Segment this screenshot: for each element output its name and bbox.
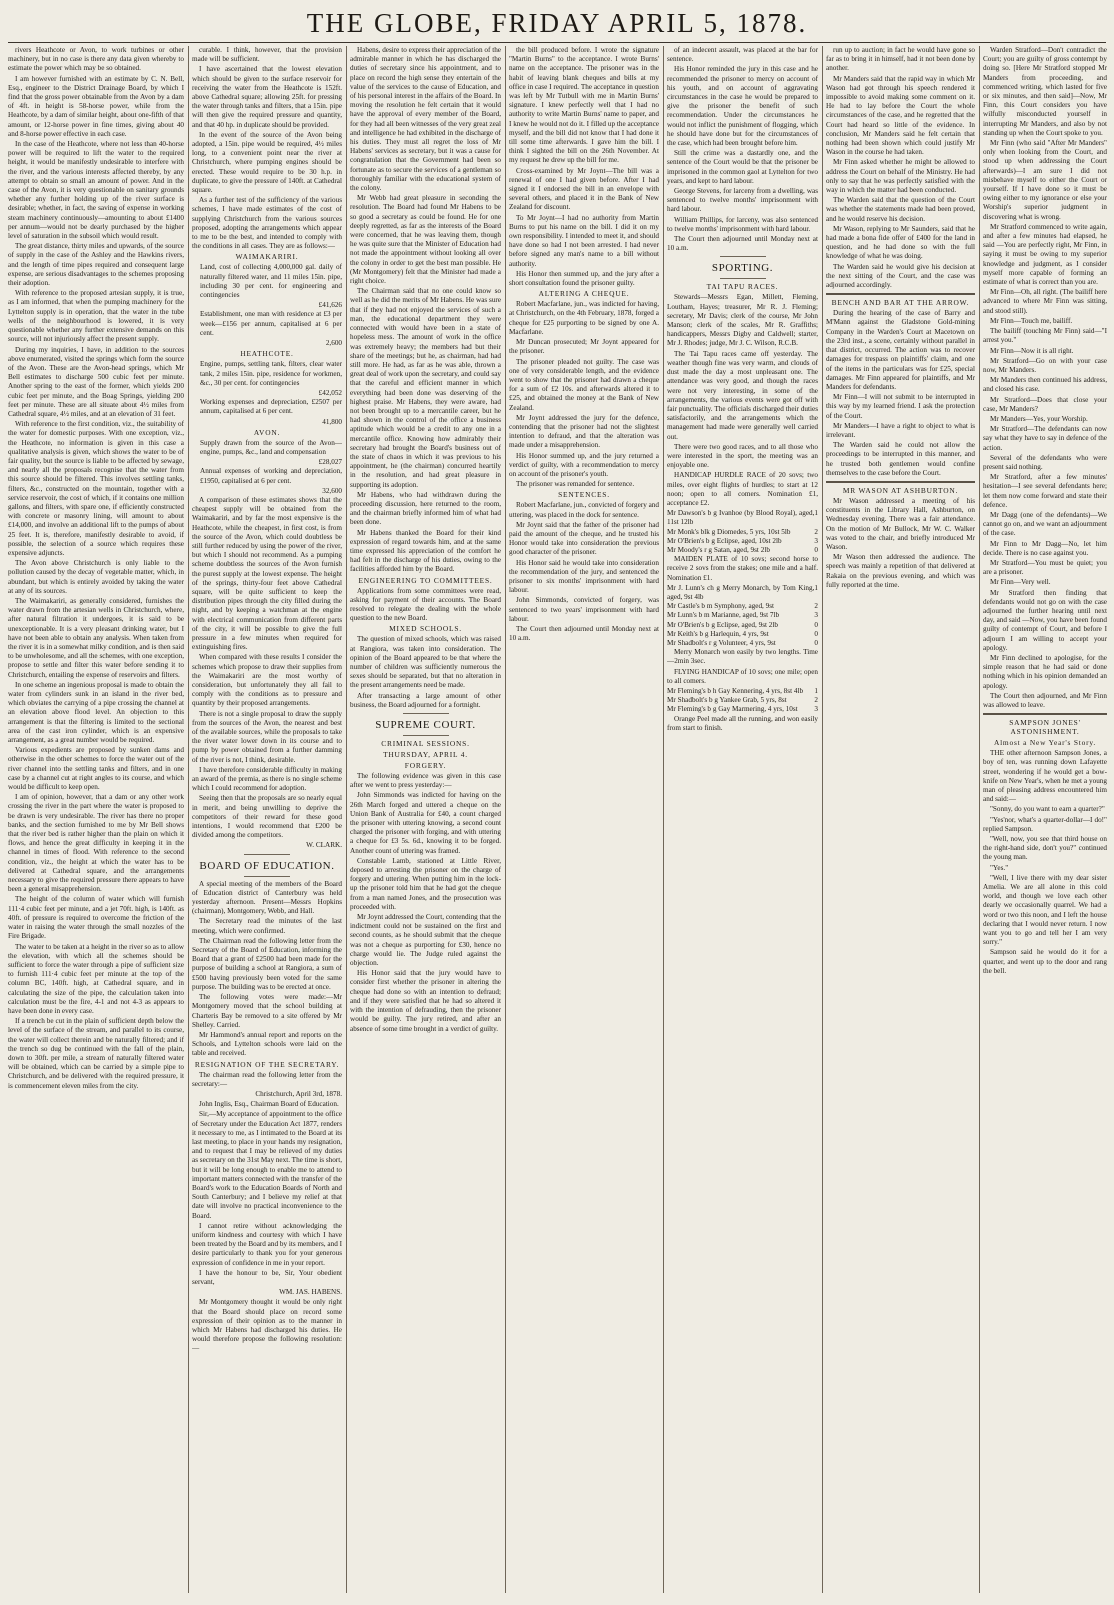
- paragraph: Mr Finn declined to apologise, for the simple reason that he had said or done nothing which in his opinion demanded an apology.: [983, 654, 1107, 690]
- paragraph: In one scheme an ingenious proposal is made to obtain the water from cylinders sunk in an island in the river bed, which obviates the carrying of a pipe crossing the channel at an elevation above flood level. An objection to this arrangement is that the filtering is limited to the sectional area of the cast iron cylinder, which is an expensive arrangement, as a great number would be required.: [8, 680, 184, 745]
- section-heading: SAMPSON JONES' ASTONISHMENT.: [1009, 718, 1081, 737]
- paragraph: "Yes'nor, what's a quarter-dollar—I do!" replied Sampson.: [983, 815, 1107, 833]
- paragraph: To Mr Joynt—I had no authority from Martin Burns to put his name on the bill. I did it on my own responsibility. I intended to meet it, and should have done so had I not been arrested. I had never before signed any man's name to a bill without authority.: [509, 213, 659, 268]
- paragraph: After transacting a large amount of other business, the Board adjourned for a fortnight.: [350, 691, 501, 709]
- paragraph: Orange Peel made all the running, and won easily from start to finish.: [667, 714, 818, 732]
- race-entry: [667, 584, 818, 602]
- subheading: SENTENCES.: [558, 490, 610, 500]
- paragraph: There is not a single proposal to draw the supply from the sources of the Avon, the nearest and best of the available sources, while the proposals to take the river water lower down in its course and to pump by power obtained from a further damming of the river is not, I think, desirable.: [192, 709, 342, 764]
- paragraph: His Honor said that the jury would have to consider first whether the prisoner in altering the cheque had done so with an intention to defraud; and if they were satisfied that he had so altered it with the intention of defrauding, then the prisoner would be guilty. The jury retired, and after an absence of some time brought in a verdict of guilty.: [350, 969, 501, 1033]
- paragraph: The Court then adjourned, and Mr Finn was allowed to leave.: [983, 691, 1107, 710]
- horse: Mr O'Brien's b g Eclipse, aged, 9st 2lb: [667, 620, 778, 629]
- column-divider: [663, 46, 664, 1593]
- paragraph: Mr Finn—I will not submit to be interrupted in this way by my learned friend. I ask the protection of the Court.: [826, 393, 975, 420]
- placing: 1: [814, 583, 818, 592]
- column-divider: [822, 46, 823, 1593]
- paragraph: Merry Monarch won easily by two lengths. Time—2min 3sec.: [667, 648, 818, 666]
- race-event: HANDICAP HURDLE RACE of 20 sovs; two miles, over eight flights of hurdles; to start at 12 noon; open to all comers. Nomination £1, acceptance £2.: [667, 471, 818, 507]
- paragraph: I cannot retire without acknowledging the uniform kindness and courtesy with which I have been treated by the Board and by its members, and I desire particularly to thank you for your generous expression of confidence in me in your report.: [192, 1221, 342, 1267]
- paragraph: curable. I think, however, that the provision made will be sufficient.: [192, 46, 342, 64]
- paragraph: His Honor reminded the jury in this case and he recommended the prisoner to mercy on account of his youth, and on account of aggravating circumstances in the case he would be prepared to give the prisoner the benefit of such recommendation. Under the circumstances he would not inflict the punishment of flogging, which he should have done but for the circumstances of the case, which had been brought before him.: [667, 65, 818, 148]
- race-entry: [667, 696, 818, 705]
- paragraph: Mr Stratford commenced to write again, and after a few minutes had elapsed, he said —You are perfectly right, Mr Finn, in saying it must be owing to my superior knowledge and judgment, as I consider myself more capable of forming an estimate of what is correct than you are.: [983, 222, 1107, 287]
- paragraph: Sampson said he would do it for a quarter, and went up to the door and rang the bell.: [983, 948, 1107, 975]
- column-divider: [505, 46, 506, 1593]
- placing: 0: [814, 620, 818, 629]
- paragraph: John Simmonds, convicted of forgery, was sentenced to two years' imprisonment with hard labour.: [509, 596, 659, 623]
- paragraph: Mr Finn—Oh, all right. (The bailiff here advanced to where Mr Finn was sitting, and stood still).: [983, 288, 1107, 315]
- estimate-amount-row: [192, 301, 342, 310]
- paragraph: Still the crime was a dastardly one, and the sentence of the Court would be that the prisoner be imprisoned in the common gaol at Lyttelton for two years, and kept to hard labour.: [667, 149, 818, 185]
- paragraph: The Avon above Christchurch is only liable to the pollution caused by the decay of vegetable matter, which, in abundant, but which is entirely avoided by taking the water at any of its sources.: [8, 559, 184, 595]
- estimate-amount-row: [192, 418, 342, 427]
- paragraph: Mr Finn asked whether he might be allowed to address the Court on behalf of the Ministry. He had only to say that he was perfectly satisfied with the way in which the matter had been conducted.: [826, 158, 975, 195]
- column-divider: [188, 46, 189, 1593]
- race-entry: [667, 509, 818, 527]
- paragraph: I have therefore considerable difficulty in making an award of the premia, as there is no single scheme which I could recommend for adoption.: [192, 765, 342, 793]
- horse: Mr Lunn's b m Marianne, aged, 9st 7lb: [667, 611, 780, 620]
- section-rule: [244, 854, 290, 855]
- column-divider: [346, 46, 347, 1593]
- paragraph: Cross-examined by Mr Joynt—The bill was a renewal of one I had given before. After I had signed it I endorsed the bill in an envelope with several others, and placed it in the Bank of New Zealand for discount.: [509, 166, 659, 212]
- horse: Mr O'Brien's b g Eclipse, aged, 10st 2lb: [667, 536, 782, 545]
- placing: 3: [814, 611, 818, 620]
- subheading: THURSDAY, APRIL 4.: [383, 750, 468, 760]
- horse: Mr Monk's blk g Diomedes, 5 yrs, 10st 5lb: [667, 527, 791, 536]
- section-rule: [720, 256, 766, 257]
- horse: Mr Moody's r g Satan, aged, 9st 2lb: [667, 545, 770, 554]
- paragraph: The Tai Tapu races came off yesterday. The weather though fine was very warm, and clouds of dust made the day a most unpleasant one. The attendance was very good, and though the races were not very interesting, in some of the arrangements, the various events were got off with fair punctuality. The officials discharged their duties satisfactorily, and the arrangements which the management had made were generally well carried out.: [667, 349, 818, 441]
- paragraph: Stewards—Messrs Egan, Millett, Fleming, Loutham, Hayes; treasurer, Mr R. J. Fleming; secretary, Mr Davis; clerk of the course, Mr John Manson; clerk of the scales, Mr R. Graffiths; handicappers, Messrs Digby and Caldwell; starter, Mr J. Rhodes; judge, Mr J. C. Wilson, R.C.B.: [667, 293, 818, 348]
- paragraph: George Stevens, for larceny from a dwelling, was sentenced to twelve months' imprisonment with hard labour.: [667, 187, 818, 214]
- paragraph: Mr Joynt addressed the Court, contending that the indictment could not be sustained on the first and second counts, as he should submit that the cheque was not a cheque as purporting for £30, hence no charge would lie. The Judge ruled against the objection.: [350, 913, 501, 968]
- race-entry: [667, 528, 818, 537]
- paragraph: I am however furnished with an estimate by C. N. Bell, Esq., engineer to the District Drainage Board, by which I find that the gross power obtainable from the Avon by a dam of 4ft. in height is 58-horse power, while from the Heathcote, by a dam of similar height, about one-fifth of that amount, or 12-horse power in fine times, giving about 40 and 8-horse power effective in each case.: [8, 74, 184, 138]
- race-entry: [667, 537, 818, 546]
- masthead: THE GLOBE, FRIDAY APRIL 5, 1878.: [306, 8, 808, 38]
- paragraph: The Warden said that the question of the Court was whether the statements made had been proved, and he would reserve his decision.: [826, 196, 975, 223]
- paragraph: Warden Stratford—Don't contradict the Court; you are guilty of gross contempt by doing so. [Here Mr Stratford stopped Mr Manders from proceeding, and commenced writing, which lasted for five or six minutes, and then said]—Now, Mr Finn, this Court considers you have wilfully misconducted yourself in interrupting Mr Manders, and also by not standing up when the Court spoke to you.: [983, 46, 1107, 137]
- paragraph: His Honor said he would take into consideration the recommendation of the jury, and sentenced the prisoner to six months' imprisonment with hard labour.: [509, 558, 659, 595]
- paragraph: Habens, desire to express their appreciation of the admirable manner in which he has discharged the duties of secretary since his appointment, and to place on record the high sense they entertain of the value of the services to the cause of Education, and of his personal interest in the affairs of the Board. In moving the resolution he felt certain that it would have the approval of every member of the Board, for they had all been witnesses of the very great zeal and intelligence he had exhibited in the discharge of his duties. They must all regret the loss of Mr Habens' services as secretary, but it was a cause for congratulation that the Government had been so fortunate as to secure the services of a gentleman so thoroughly familiar with the educational system of the colony.: [350, 46, 501, 193]
- paragraph: The Chairman said that no one could know so well as he did the merits of Mr Habens. He was sure that if they had not enjoyed the services of such a man, the educational department they were connected with would have been in a state of hopeless mess. The amount of work in the office was extremely heavy; the members had but their share of the meetings; but he, as chairman, had had still more. He had, as far as he was able, thrown a great deal of work upon the secretary, and could say that the careful and efficient manner in which everything had been done was deserving of the highest praise. Mr Habens, they were aware, had not been brought up to a mercantile career, but he had shown in the control of the office a business aptitude which would be a credit to any one in a mercantile office. Knowing how admirably their secretary had brought the Board's business out of the state of chaos in which it was previous to his appointment, he (the chairman) concurred heartily in the resolution, and had great pleasure in supporting its adoption.: [350, 287, 501, 489]
- masthead-rule: [8, 42, 1106, 43]
- paragraph: The prisoner pleaded not guilty. The case was one of very considerable length, and the evidence went to show that the prisoner had drawn a cheque for a sum of £2 10s. and afterwards altered it to £25, and obtained the money at the Bank of New Zealand.: [509, 357, 659, 412]
- paragraph: Various expedients are proposed by sunken dams and otherwise in the other schemes to force the water out of the river channel into the settling tanks and filters, and in one case by a channel cut at right angles to its course, and which would be difficult to keep open.: [8, 746, 184, 792]
- horse: Mr Fleming's b g Gay Marmering, 4 yrs, 10st: [667, 705, 798, 714]
- placing: 3: [814, 705, 818, 714]
- letter-place: Christchurch, April 3rd, 1878.: [255, 1089, 342, 1098]
- paragraph: As a further test of the sufficiency of the various schemes, I have made estimates of the cost of supplying Christchurch from the various sources proposed, adopting the arrangements which appear to me to be the best, and intended to comply with the conditions in all cases. They are as follows:—: [192, 196, 342, 251]
- subheading: Almost a New Year's Story.: [993, 738, 1097, 748]
- paragraph: Mr Wason then addressed the audience. The speech was mainly a repetition of that delivered at Rakaia on the previous evening, and which was fully reported at the time.: [826, 553, 975, 589]
- horse: Mr J. Lunn's ch g Merry Monarch, by Tom King, aged, 9st 4lb: [667, 583, 815, 601]
- paragraph: The bailiff (touching Mr Finn) said—"I arrest you.": [983, 327, 1107, 345]
- race-entry: [667, 639, 818, 648]
- placing: 2: [814, 696, 818, 705]
- estimate-text: Land, cost of collecting 4,000,000 gal. daily of naturally filtered water, and 11 miles 15in. pipe, including 30 per cent. for engineering and contingencies: [200, 263, 342, 300]
- paragraph: His Honor then summed up, and the jury after a short consultation found the prisoner guilty.: [509, 269, 659, 288]
- column-3: [350, 46, 501, 1593]
- estimate-text: Annual expenses of working and depreciation, £1950, capitalised at 6 per cent.: [200, 467, 342, 485]
- paragraph: Mr Habens thanked the Board for their kind expression of regard towards him, and at the same time expressed his appreciation of the comfort he had felt in the discharge of his duties, owing to the facilities afforded him by the Board.: [350, 528, 501, 574]
- paragraph: There were two good races, and to all those who were interested in the sport, the meeting was an enjoyable one.: [667, 442, 818, 470]
- paragraph: Mr Hammond's annual report and reports on the Schools, and Lyttelton schools were laid on the table and received.: [192, 1030, 342, 1058]
- subheading: RESIGNATION OF THE SECRETARY.: [194, 1059, 340, 1069]
- paragraph: During my inquiries, I have, in addition to the sources above enumerated, visited the springs which form the source of the Avon. These are the Avon-head springs, which Mr Bell estimates to discharge 500 cubic feet per minute. Another spring to the east of the former, which yields 200 cubic feet per minute, and the Boag Springs, yielding 200 feet per minute. These are all situate about 4½ miles from Cathedral square, 4½ miles, and at an elevation of 31 feet.: [8, 345, 184, 418]
- paragraph: The following evidence was given in this case after we went to press yesterday:—: [350, 772, 501, 790]
- column-2: [192, 46, 342, 1593]
- column-4: [509, 46, 659, 1593]
- paragraph: The prisoner was remanded for sentence.: [516, 480, 635, 489]
- paragraph: The great distance, thirty miles and upwards, of the source of supply in the case of the Ashley and the Hawkins rivers, and the length of time pipes required and consequent large expense, are serious disadvantages to the schemes proposing their adoption.: [8, 242, 184, 288]
- paragraph: John Simmonds was indicted for having on the 26th March forged and uttered a cheque on the Union Bank of Australia for £40, a count charged the prisoner with uttering knowing, a second count charged the prisoner with forging, and with uttering a cheque for £3 5s. 6d., knowing it to be forged. Another count of uttering was framed.: [350, 791, 501, 855]
- paragraph: I have the honour to be, Sir, Your obedient servant,: [192, 1268, 342, 1286]
- paragraph: In the event of the source of the Avon being adopted, a 15in. pipe would be required, 4½ miles long, to a convenient point near the river at Christchurch, where pumping engines should be erected. These would require to be 30 h.p. in duplicate, to give the pressure of 140ft. at Cathedral square.: [192, 130, 342, 195]
- section-rule: [983, 713, 1107, 715]
- paragraph: With reference to the first condition, viz., the suitability of the water for domestic purposes. With one exception, viz., the Heathcote, no information is given in this case a qualitative analysis is given, which shows the water to be of fair quality, but the source is liable to be affected by sewage, and nearly all the proposals recognise that the water from this source should be filtered. This involves settling tanks, filters, &c., constructed on the mountain, together with a service reservoir, the cost of which, if it contains one million gallons, and filters, with spare one, if efficiently constructed with concrete or masonry lining, will amount to about £14,000, and involve an additional lift to the pumps of about 25 feet. It is, therefore, manifestly desirable to avoid, if possible, the selection of a source which requires these expensive adjuncts.: [8, 420, 184, 557]
- paragraph: Robert Macfarlane, jun., convicted of forgery and uttering, was placed in the dock for sentence.: [509, 501, 659, 519]
- paragraph: rivers Heathcote or Avon, to work turbines or other machinery, but in no case is there any data given whereby to estimate the power which may be so obtained.: [8, 46, 184, 73]
- estimate-amount-row: [192, 389, 342, 398]
- race-event: MAIDEN PLATE of 10 sovs; second horse to receive 2 sovs from the stakes; one mile and a half. Nomination £1.: [667, 555, 818, 582]
- paragraph: Mr Finn to Mr Dagg—No, let him decide. There is no case against you.: [983, 539, 1107, 557]
- paragraph: Mr Habens, who had withdrawn during the proceeding discussion, here returned to the room, and the chairman briefly informed him of what had been done.: [350, 490, 501, 527]
- placing: 1: [814, 687, 818, 695]
- paragraph: With reference to the proposed artesian supply, it is true, as I am informed, that when the pumping machinery for the Lyttelton supply is in operation, that the water in the tube wells of the neighbourhood is lowered, it is very questionable whether any further extensive demands on this source, will not injuriously affect the present supply.: [8, 289, 184, 344]
- paragraph: The Court then adjourned until Monday next at 10 a.m.: [509, 624, 659, 643]
- paragraph: run up to auction; in fact he would have gone so far as to bring it in himself, had it not been done by another.: [826, 46, 975, 73]
- paragraph: Robert Macfarlane, jun., was indicted for having, at Christchurch, on the 4th February, 1878, forged a cheque for £25 purporting to be signed by one A. Macfarlane.: [509, 300, 659, 336]
- section-rule: [403, 713, 449, 714]
- column-7: [983, 46, 1107, 1593]
- paragraph: His Honor summed up, and the jury returned a verdict of guilty, with a recommendation to mercy on account of the prisoner's youth.: [509, 451, 659, 478]
- paragraph: The Waimakariri, as generally considered, furnishes the water drawn from the artesian wells in Christchurch, where, after natural filtration it undergoes, it is said to be unexceptionable. It is a very pleasant drinking water, but I have not been able to obtain any analysis. When taken from the river it is in a somewhat milky condition, and is then said to be unwholesome, and all the schemes, with one exception, propose to settle and filter this water before sending it to Christchurch, entailing the expense of reservoirs and filters.: [8, 596, 184, 679]
- paragraph: I have ascertained that the lowest elevation which should be given to the surface reservoir for receiving the water from the Heathcote is 152ft. above Cathedral square; allowing 25ft. for pressing the water through tanks and filters, that a 15in. pipe will then give the required pressure and quantity, and that 40 hp. in duplicate should be provided.: [192, 65, 342, 129]
- placing: 0: [814, 638, 818, 647]
- paragraph: John Inglis, Esq., Chairman Board of Education.: [199, 1100, 339, 1109]
- paragraph: Mr Finn—Now it is all right.: [990, 346, 1074, 355]
- horse: Mr Dawson's b g Ivanhoe (by Blood Royal), aged, 11st 12lb: [667, 509, 815, 527]
- horse: Mr Shadbolt's b g Yankee Grab, 5 yrs, 8st: [667, 696, 787, 705]
- paragraph: Mr Joynt addressed the jury for the defence, contending that the prisoner had not the slightest intention to defraud, and that the alteration was made under a misapprehension.: [509, 413, 659, 450]
- paragraph: Mr Dagg (one of the defendants)—We cannot go on, and we want an adjournment of the case.: [983, 510, 1107, 538]
- paragraph: William Phillips, for larceny, was also sentenced to twelve months' imprisonment with hard labour.: [667, 215, 818, 233]
- estimate-text: Supply drawn from the source of the Avon—engine, pumps, &c., land and compensation: [200, 438, 342, 456]
- paragraph: The chairman read the following letter from the secretary:—: [192, 1070, 342, 1088]
- horse: Mr Keith's b g Harlequin, 4 yrs, 9st: [667, 629, 769, 638]
- subheading: ENGINEERING TO COMMITTEES.: [358, 575, 493, 585]
- paragraph: The following votes were made:—Mr Montgomery moved that the school building at Charteris Bay be removed to a site offered by Mr Shelley. Carried.: [192, 993, 342, 1029]
- race-entry: [667, 687, 818, 696]
- race-event: FLYING HANDICAP of 10 sovs; one mile; open to all comers.: [667, 667, 818, 685]
- paragraph: Applications from some committees were read, asking for payment of their accounts. The Board resolved to relegate the dealing with the whole question to the new Board.: [350, 586, 501, 623]
- section-heading: SPORTING.: [711, 262, 774, 275]
- paragraph: Mr Stratford, after a few minutes' hesitation—I see several defendants here; let them now come forward and state their defence.: [983, 473, 1107, 509]
- estimate-heading: WAIMAKARIRI.: [235, 252, 299, 262]
- paragraph: Mr Stratford then finding that defendants would not go on with the case adjourned the further hearing until next day, and said —Now, you have been found guilty of contempt of Court, and before I adjourn I am willing to accept your apology.: [983, 588, 1107, 652]
- section-rule: [826, 481, 975, 483]
- paragraph: Mr Wason, replying to Mr Saunders, said that he had made a bona fide offer of £400 for the land in question, and he had done so with the full knowledge of what he was doing.: [826, 224, 975, 261]
- paragraph: Mr Joynt said that the father of the prisoner had paid the amount of the cheque, and he trusted his Honor would take into consideration the previous good character of the prisoner.: [509, 520, 659, 557]
- paragraph: Mr Finn—Touch me, bailiff.: [990, 316, 1073, 325]
- paragraph: When compared with these results I consider the schemes which propose to draw their supplies from the Waimakariri are the most worthy of consideration, but unfortunately they all fail to comply with the conditions as to pressure and quantity by their proposed arrangements.: [192, 653, 342, 708]
- column-6: [826, 46, 975, 1593]
- paragraph: Constable Lamb, stationed at Little River, deposed to arresting the prisoner on the charge of forgery and uttering. When putting him in the lock-up the prisoner told him that he had got the cheque from a man named Jones, and the prosecution was proceeded with.: [350, 856, 501, 911]
- section-heading: MR WASON AT ASHBURTON.: [842, 485, 959, 495]
- paragraph: In the case of the Heathcote, where not less than 40-horse power will be required to lift the water to the required height, it would be manifestly undesirable to interfere with the river, and the various interests affected thereby, by any attempt to obtain so small an amount of power. And in the case of the Avon, it is very questionable on sanitary grounds whether any further holding up of the river surface is desirable; whether, in fact, the saving of expense in working steam machinery continuously—amounting to about £1400 per annum—would not be dearly purchased by the higher level of saturation in the subsoil which would result.: [8, 140, 184, 241]
- estimate-heading: HEATHCOTE.: [240, 349, 294, 359]
- subheading: TAI TAPU RACES.: [706, 282, 779, 292]
- horse: Mr Fleming's b h Gay Kennering, 4 yrs, 8st 4lb: [667, 687, 804, 695]
- estimate-amount-row: [192, 339, 342, 348]
- paragraph: Mr Finn—Very well.: [990, 578, 1051, 587]
- horse: Mr Castle's b m Symphony, aged, 9st: [667, 602, 775, 611]
- paragraph: A special meeting of the members of the Board of Education district of Canterbury was held yesterday afternoon. Present—Messrs Hopkins (chairman), Montgomery, Webb, and Hall.: [192, 879, 342, 916]
- race-entry: [667, 705, 818, 714]
- section-heading: BOARD OF EDUCATION.: [199, 859, 335, 872]
- paragraph: The height of the column of water which will furnish 111·4 cubic feet per minute, and a jet 70ft. high, is 140ft. as 40ft. of pressure is required to overcome the friction of the water in raising the water through the small nozzles of the Fire Brigade.: [8, 895, 184, 941]
- column-divider: [979, 46, 980, 1593]
- section-rule: [244, 876, 290, 877]
- paragraph: Mr Duncan prosecuted; Mr Joynt appeared for the prisoner.: [509, 338, 659, 356]
- section-rule: [720, 278, 766, 279]
- paragraph: Mr Manders—I have a right to object to what is irrelevant.: [826, 421, 975, 439]
- estimate-heading: AVON.: [253, 427, 281, 437]
- paragraph: The Court then adjourned until Monday next at 10 a.m.: [667, 235, 818, 253]
- estimate-text: Working expenses and depreciation, £2507 per annum, capitalised at 6 per cent.: [200, 398, 342, 416]
- paragraph: The Warden said he could not allow the proceedings to be interrupted in this manner, and he trusted both gentlemen would confine themselves to the case before the Court.: [826, 441, 975, 477]
- estimate-amount-row: [192, 487, 342, 496]
- subheading: ALTERING A CHEQUE.: [538, 289, 630, 299]
- subheading: MIXED SCHOOLS.: [389, 624, 462, 634]
- paragraph: "Well, I live there with my dear sister Amelia. We are all alone in this cold world, and though we love each other dearly we occasionally quarrel. We had a word or two this noon, and I left the house declaring that I would never return. I now want you to go and tell her I am very sorry.": [983, 873, 1107, 947]
- placing: 1: [814, 509, 818, 518]
- paragraph: Several of the defendants who were present said nothing.: [983, 453, 1107, 471]
- paragraph: A comparison of these estimates shows that the cheapest supply will be obtained from the Waimakariri, and by far the most expensive is the Heathcote, while the cheapest, in first cost, is from the source of the Avon, which could doubtless be still further reduced by using the power of the river, but which I should not recommend. As a pumping scheme doubtless the sources of the Avon furnish the purest supply at the lowest expense. The height of the springs, thirty-four feet above Cathedral square, will be quite sufficient to keep the distribution pipes through the city filled during the night, and by keeping a watchman at the engine with electrical communication from different parts of the city, it will be possible to give the full pressure in a few minutes when required for extinguishing fires.: [192, 495, 342, 652]
- paragraph: of an indecent assault, was placed at the bar for sentence.: [667, 46, 818, 64]
- race-entry: [667, 602, 818, 611]
- subheading: CRIMINAL SESSIONS.: [381, 739, 470, 749]
- paragraph: Mr Stratford—You must be quiet; you are a prisoner.: [983, 558, 1107, 577]
- estimate-amount: £42,052: [318, 388, 342, 397]
- paragraph: If a trench be cut in the plain of sufficient depth below the level of the surface of the stream, and parallel to its course, the water will collect therein and be naturally filtered; and if the trench so dug be continued with the fall of the plain, down to 30ft. per mile, a stream of naturally filtered water will be obtained, which can be carried by a simple pipe to Christchurch, and be delivered with the required pressure, it is commencement eleven miles from the city.: [8, 1017, 184, 1090]
- paragraph: The question of mixed schools, which was raised at Rangiora, was taken into consideration. The opinion of the Board appeared to be that where the number of children was sufficiently numerous the sexes should be separated, but that no alteration in the present arrangements need be made.: [350, 635, 501, 690]
- paragraph: The water to be taken at a height in the river so as to allow the elevation, with which all the schemes should be sufficient to force the water through a pipe of sufficient size to furnish 111·4 cubic feet per minute at the top of the column BC, 140ft. high, at Cathedral square, and in calculating the size of the pipe, the calculation taken into calculation must be the fire, 4-1 and not 4-3 as appears to have been done in every case.: [8, 942, 184, 1015]
- paragraph: the bill produced before. I wrote the signature "Martin Burns" to the acceptance. I wrote Burns' name on the acceptance. The prisoner was in the habit of leaving blank cheques and bills at my office in case I required. The acceptance in question was left by Mr Tutbull with me in Martin Burns' signature. I knew perfectly well that I had no authority to write Martin Burns' name to paper, and I knew he would not do it. I filled up the acceptance myself, and the bill did not know that I had done it till some time afterwards. I gave him the bill. I think I sighted the bill on the 26th November. At my request he drew up the bill for me.: [509, 46, 659, 165]
- estimate-text: Establishment, one man with residence at £3 per week—£156 per annum, capitalised at 6 per cent.: [200, 310, 342, 337]
- placing: 2: [814, 527, 818, 536]
- paragraph: "Yes.": [990, 863, 1009, 872]
- section-rule: [403, 735, 449, 736]
- column-1: [8, 46, 184, 1593]
- section-heading: BENCH AND BAR AT THE ARROW.: [831, 298, 970, 308]
- paragraph: The Chairman read the following letter from the Secretary of the Board of Education, informing the Board that a grant of £2500 had been made for the purpose of building a school at Rangiora, a sum of £500 having previously been voted for the same purpose. The building was to be erected at once.: [192, 936, 342, 991]
- paragraph: THE other afternoon Sampson Jones, a boy of ten, was running down Lafayette street, wondering if he would get a bow-knife on New Year's, when he met a young man of pleasing address encountered him and said:—: [983, 749, 1107, 804]
- paragraph: Mr Stratford—Go on with your case now, Mr Manders.: [983, 356, 1107, 374]
- section-rule: [826, 293, 975, 295]
- race-entry: [667, 621, 818, 630]
- estimate-text: Engine, pumps, settling tank, filters, clear water tank, 2 miles 15in. pipe, residence for workmen, &c., 30 per cent. for contingencies: [200, 360, 342, 387]
- estimate-amount: 32,600: [322, 486, 342, 495]
- estimate-amount: 41,800: [322, 417, 342, 426]
- race-entry: [667, 630, 818, 639]
- paragraph: Mr Stratford—The defendants can now say what they have to say in defence of the action.: [983, 425, 1107, 452]
- race-entry: [667, 546, 818, 555]
- paragraph: Mr Manders—Yes, your Worship.: [990, 414, 1088, 423]
- paragraph: Seeing then that the proposals are so nearly equal in merit, and being unwilling to deprive the competitors of their reward for these good intentions, I would recommend that £200 be divided among the competitors.: [192, 794, 342, 840]
- placing: 2: [814, 602, 818, 611]
- paragraph: Mr Stratford—Does that close your case, Mr Manders?: [983, 395, 1107, 413]
- paragraph: During the hearing of the case of Barry and M'Mann against the Gladstone Gold-mining Company in the Warden's Court at Macetown on the 23rd inst., a scene, certainly without parallel in that district, occurred. The action was to recover damages for trespass on plaintiffs' claim, and one of the items in the particulars was for £25, special damages. Mr Finn appeared for plaintiffs, and Mr Manders for defendants.: [826, 309, 975, 391]
- subheading: FORGERY.: [404, 761, 447, 771]
- paragraph: "Sonny, do you want to earn a quarter?": [990, 805, 1105, 814]
- column-5: [667, 46, 818, 1593]
- signature: W. CLARK.: [306, 841, 342, 850]
- paragraph: Mr Montgomery thought it would be only right that the Board should place on record some expression of their opinion as to the manner in which Mr Habens had discharged his duties. He would therefore propose the following resolution:—: [192, 1298, 342, 1353]
- placing: 0: [814, 629, 818, 638]
- paragraph: Mr Wason addressed a meeting of his constituents in the Library Hall, Ashburton, on Wednesday evening. There was a fair attendance. On the motion of Mr Bullock, Mr W. C. Walker was voted to the chair, and briefly introduced Mr Wason.: [826, 496, 975, 551]
- paragraph: Mr Finn (who said "After Mr Manders" only when looking from the Court, and stood up when addressing the Court afterwards)—I am sure I did not misbehave myself to either the Court or yourself. If I have done so it must be owing either to my ignorance or else your Worship's superior judgment in discovering what is wrong.: [983, 139, 1107, 221]
- estimate-amount: £28,027: [318, 458, 342, 467]
- paragraph: Mr Manders then continued his address, and closed his case.: [983, 376, 1107, 394]
- paragraph: The Secretary read the minutes of the last meeting, which were confirmed.: [192, 917, 342, 935]
- paragraph: I am of opinion, however, that a dam or any other work crossing the river in the part where the water is proposed to be drawn is very undesirable. The river has there no proper banks, and the section furnished to me by Mr Bell shows that the river bed is rather higher than the plain on which it flows, and hence the great difficulty in keeping it in the channel in times of flood. With reference to the second condition, viz., the height at which the water has to be delivered at Cathedral square, and the arrangements necessary to give the required pressure there appears to have been a general misapprehension.: [8, 793, 184, 894]
- paragraph: Mr Webb had great pleasure in seconding the resolution. The Board had found Mr Habens to be so good a secretary as could be found. He for one deeply regretted, as far as the interests of the Board were concerned, that he was leaving them, though he was quite sure that the Minister of Education had not made the appointment without looking all over the colony in order to get the best man possible. He (Mr Montgomery) felt that the Minister had made a right choice.: [350, 194, 501, 286]
- estimate-amount-row: [192, 458, 342, 467]
- estimate-amount: 2,600: [325, 339, 342, 348]
- paragraph: The Warden said he would give his decision at the next sitting of the Court, and the case was adjourned accordingly.: [826, 262, 975, 290]
- section-heading: SUPREME COURT.: [375, 719, 476, 732]
- paragraph: "Well, now, you see that third house on the right-hand side, don't you?" continued the young man.: [983, 835, 1107, 862]
- estimate-amount: £41,626: [318, 301, 342, 310]
- placing: 0: [814, 545, 818, 554]
- signature: WM. JAS. HABENS.: [279, 1288, 342, 1297]
- horse: Mr Shadbolt's r g Volunteer, 4 yrs, 9st: [667, 638, 776, 647]
- race-entry: [667, 611, 818, 620]
- placing: 3: [814, 536, 818, 545]
- paragraph: Sir,—My acceptance of appointment to the office of Secretary under the Education Act 1877, renders it necessary to me, as I intimated to the Board at its last meeting, to place in your hands my resignation, and to request that I may be relieved of my duties as secretary on the 31st May next. The time is short, but it will be long enough to enable me to attend to important matters connected with the transfer of the Board's work to the Education Boards of North and South Canterbury; and I believe my relief at that date will involve no practical inconvenience to the Board.: [192, 1110, 342, 1220]
- paragraph: Mr Manders said that the rapid way in which Mr Wason had got through his speech rendered it impossible to avoid making some comment on it. He had to lay before the Court the whole circumstances of the case, and he regretted that the Court had heard so little of the evidence. In conclusion, Mr Manders said he felt certain that nothing had been shown which could justify Mr Wason in the course he had taken.: [826, 74, 975, 157]
